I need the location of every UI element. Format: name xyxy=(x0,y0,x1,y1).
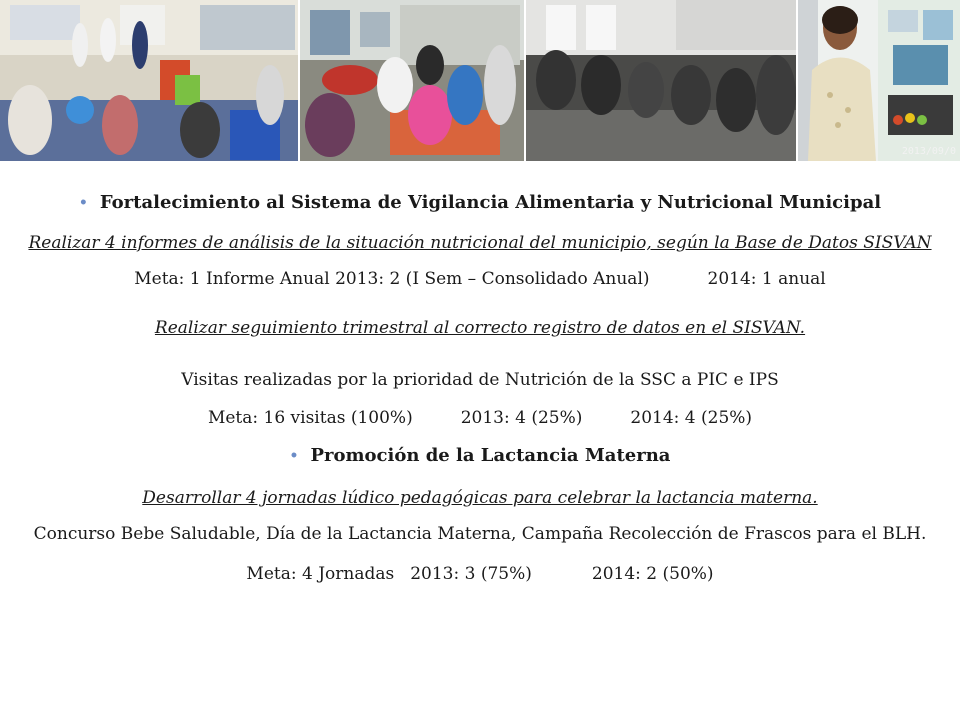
section2-goal-2014: 2014: 2 (50%) xyxy=(591,564,714,584)
mothers-group-photo xyxy=(300,0,524,161)
section1-goal1 xyxy=(20,268,940,290)
section2-goal-meta: Meta: 4 Jornadas xyxy=(246,564,395,584)
section1-visits-note: Visitas realizadas por la prioridad de Nutrición de la SSC a PIC e IPS xyxy=(181,370,779,390)
section1-goal2-meta: Meta: 16 visitas (100%) xyxy=(207,408,413,428)
slide-content xyxy=(20,192,940,585)
section2-activities: Concurso Bebe Saludable, Día de la Lactancia Materna, Campaña Recolección de Frascos para el BLH. xyxy=(33,524,927,544)
section1-task2: Realizar seguimiento trimestral al correcto registro de datos en el SISVAN. xyxy=(154,318,806,338)
section2-heading-row xyxy=(20,445,940,467)
date-stamp: 2013/09/0 xyxy=(901,146,956,157)
section1-goal2-2014: 2014: 4 (25%) xyxy=(630,408,753,428)
section1-heading-row xyxy=(20,192,940,214)
bullet-icon: • xyxy=(289,448,299,464)
playroom-photo xyxy=(0,0,298,161)
section1-goal1-meta: Meta: 1 Informe Anual 2013: 2 (I Sem – Consolidado Anual) xyxy=(134,269,650,289)
woman-portrait-photo xyxy=(798,0,960,161)
section2-heading: Promoción de la Lactancia Materna xyxy=(310,445,671,466)
section1-task1: Realizar 4 informes de análisis de la situación nutricional del municipio, según la Base de Datos SISVAN xyxy=(28,233,932,253)
photo-strip xyxy=(0,0,960,163)
section1-heading: Fortalecimiento al Sistema de Vigilancia Alimentaria y Nutricional Municipal xyxy=(99,192,882,213)
section2-task1: Desarrollar 4 jornadas lúdico pedagógicas para celebrar la lactancia materna. xyxy=(142,488,818,508)
section2-goal-2013: 2013: 3 (75%) xyxy=(410,564,532,584)
bullet-icon: • xyxy=(78,195,88,211)
section1-goal1-2014: 2014: 1 anual xyxy=(707,269,826,289)
section2-goal xyxy=(20,563,940,585)
seated-audience-photo xyxy=(526,0,796,161)
section1-goal2-2013: 2013: 4 (25%) xyxy=(460,408,583,428)
section1-goal2 xyxy=(20,407,940,429)
